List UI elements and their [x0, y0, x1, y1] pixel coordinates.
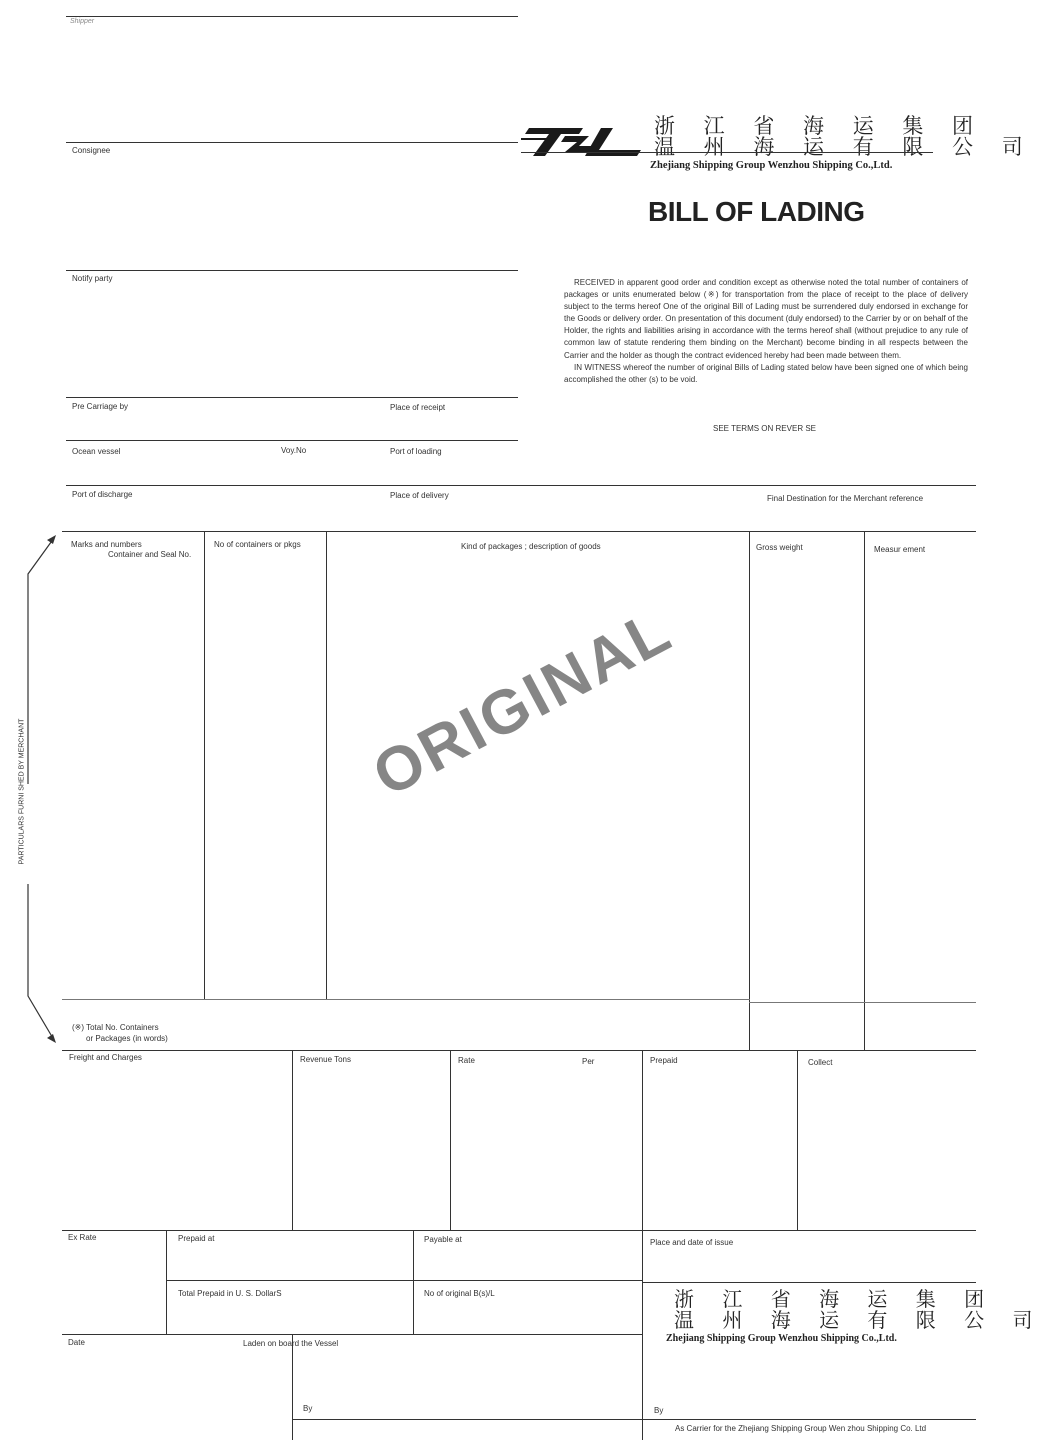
payable-at-label: Payable at [424, 1235, 462, 1244]
marks-numbers-label: Marks and numbers [71, 540, 142, 549]
by-right-label: By [654, 1406, 664, 1415]
place-of-receipt-label: Place of receipt [390, 403, 446, 412]
prepaid-label: Prepaid [650, 1056, 678, 1065]
pre-carriage-label: Pre Carriage by [72, 402, 129, 411]
revenue-tons-field[interactable] [296, 1068, 446, 1226]
ex-rate-field[interactable] [66, 1244, 162, 1330]
marks-numbers-field[interactable] [66, 562, 202, 996]
measurement-label: Measur ement [874, 545, 926, 554]
company-name-cn-line1: 浙 江 省 海 运 集 团 [654, 114, 985, 138]
notify-party-field[interactable] [66, 284, 518, 394]
carrier-signature-field[interactable] [672, 1352, 972, 1412]
port-of-discharge-label: Port of discharge [72, 490, 133, 499]
company-name-cn-line2: 温 州 海 运 有 限 公 司 [654, 135, 1034, 159]
witness-clause: IN WITNESS whereof the number of original Bills of Lading stated below have been signed one of which being accomplished the other (s) to be void. [564, 362, 968, 384]
payable-at-field[interactable] [417, 1246, 639, 1278]
original-watermark: ORIGINAL [362, 595, 684, 811]
rate-per-field[interactable] [454, 1068, 638, 1226]
gross-weight-field[interactable] [753, 556, 861, 996]
ex-rate-label: Ex Rate [68, 1233, 97, 1242]
particulars-side-label: PARTICULARS FURNI SHED BY MERCHANT [18, 718, 26, 865]
date-label: Date [68, 1338, 85, 1347]
ocean-vessel-label: Ocean vessel [72, 447, 121, 456]
total-in-words-field[interactable] [200, 1004, 745, 1048]
see-terms-note: SEE TERMS ON REVER SE [713, 424, 816, 433]
no-original-field[interactable] [417, 1300, 639, 1330]
per-label: Per [582, 1057, 595, 1066]
laden-on-board-field[interactable] [296, 1352, 638, 1400]
port-of-loading-label: Port of loading [390, 447, 442, 456]
no-containers-field[interactable] [208, 556, 324, 996]
port-of-discharge-field[interactable] [66, 500, 376, 526]
date-field[interactable] [66, 1350, 288, 1436]
final-destination-label: Final Destination for the Merchant reference [767, 494, 924, 503]
notify-party-label: Notify party [72, 274, 113, 283]
place-date-issue-label: Place and date of issue [650, 1238, 734, 1247]
company-name-en: Zhejiang Shipping Group Wenzhou Shipping Co.,Ltd. [650, 160, 893, 171]
total-containers-label: (※) Total No. Containers [72, 1023, 159, 1032]
total-prepaid-field[interactable] [170, 1300, 410, 1330]
prepaid-at-field[interactable] [170, 1245, 410, 1277]
terms-text [564, 277, 968, 386]
kind-packages-label: Kind of packages ; description of goods [461, 542, 601, 551]
place-of-delivery-field[interactable] [386, 501, 586, 527]
consignee-field[interactable] [66, 156, 518, 266]
received-clause: RECEIVED in apparent good order and condition except as otherwise noted the total number of containers of packages or units enumerated below (※) for transportation from the place of receipt to the place of delivery subject to the terms hereof One of the original Bill of Lading must be surrendered duly endorsed in exchange for the Goods or delivery order. On presentation of this document (duly endorsed) to the Carrier by or on behalf of the Holder, the rights and liabilities arising in accordance with the terms hereof shall (without prejudice to any rule of common law of statute rendering them binding on the Merchant) become binding in all respects between the Carrier and the holder as though the contract evidenced hereby had been made between them. [564, 278, 968, 360]
rate-label: Rate [458, 1056, 475, 1065]
prepaid-field[interactable] [646, 1068, 794, 1226]
revenue-tons-label: Revenue Tons [300, 1055, 351, 1064]
freight-charges-label: Freight and Charges [69, 1053, 142, 1062]
pre-carriage-field[interactable] [66, 412, 376, 438]
total-packages-words-label: or Packages (in words) [86, 1034, 168, 1043]
collect-field[interactable] [801, 1070, 973, 1226]
voy-no-label: Voy.No [281, 446, 307, 455]
port-of-loading-field[interactable] [386, 457, 518, 483]
laden-on-board-label: Laden on board the Vessel [243, 1339, 339, 1348]
ocean-vessel-field[interactable] [66, 457, 276, 483]
particulars-bracket [6, 534, 62, 1046]
total-prepaid-label: Total Prepaid in U. S. DollarS [178, 1289, 282, 1298]
gross-weight-label: Gross weight [756, 543, 803, 552]
place-date-issue-field[interactable] [646, 1250, 972, 1280]
carrier-name-cn-line2: 温 州 海 运 有 限 公 司 [674, 1308, 1044, 1332]
no-containers-label: No of containers or pkgs [214, 540, 301, 549]
as-carrier-label: As Carrier for the Zhejiang Shipping Group Wen zhou Shipping Co. Ltd [675, 1424, 927, 1433]
consignee-label: Consignee [72, 146, 111, 155]
no-original-label: No of original B(s)/L [424, 1289, 495, 1298]
final-destination-field[interactable] [762, 504, 972, 528]
freight-charges-field[interactable] [66, 1066, 288, 1226]
by-left-label: By [303, 1404, 313, 1413]
voy-no-field[interactable] [278, 457, 378, 483]
collect-label: Collect [808, 1058, 833, 1067]
shipper-field[interactable] [66, 28, 518, 140]
shipper-label: Shipper [70, 18, 95, 25]
place-of-receipt-field[interactable] [386, 413, 518, 439]
place-of-delivery-label: Place of delivery [390, 491, 449, 500]
container-seal-label: Container and Seal No. [108, 550, 192, 559]
document-title: BILL OF LADING [648, 196, 865, 227]
prepaid-at-label: Prepaid at [178, 1234, 215, 1243]
carrier-name-cn-line1: 浙 江 省 海 运 集 团 [674, 1287, 996, 1311]
carrier-name-en: Zhejiang Shipping Group Wenzhou Shipping Co.,Ltd. [666, 1333, 897, 1344]
measurement-field[interactable] [868, 556, 974, 996]
